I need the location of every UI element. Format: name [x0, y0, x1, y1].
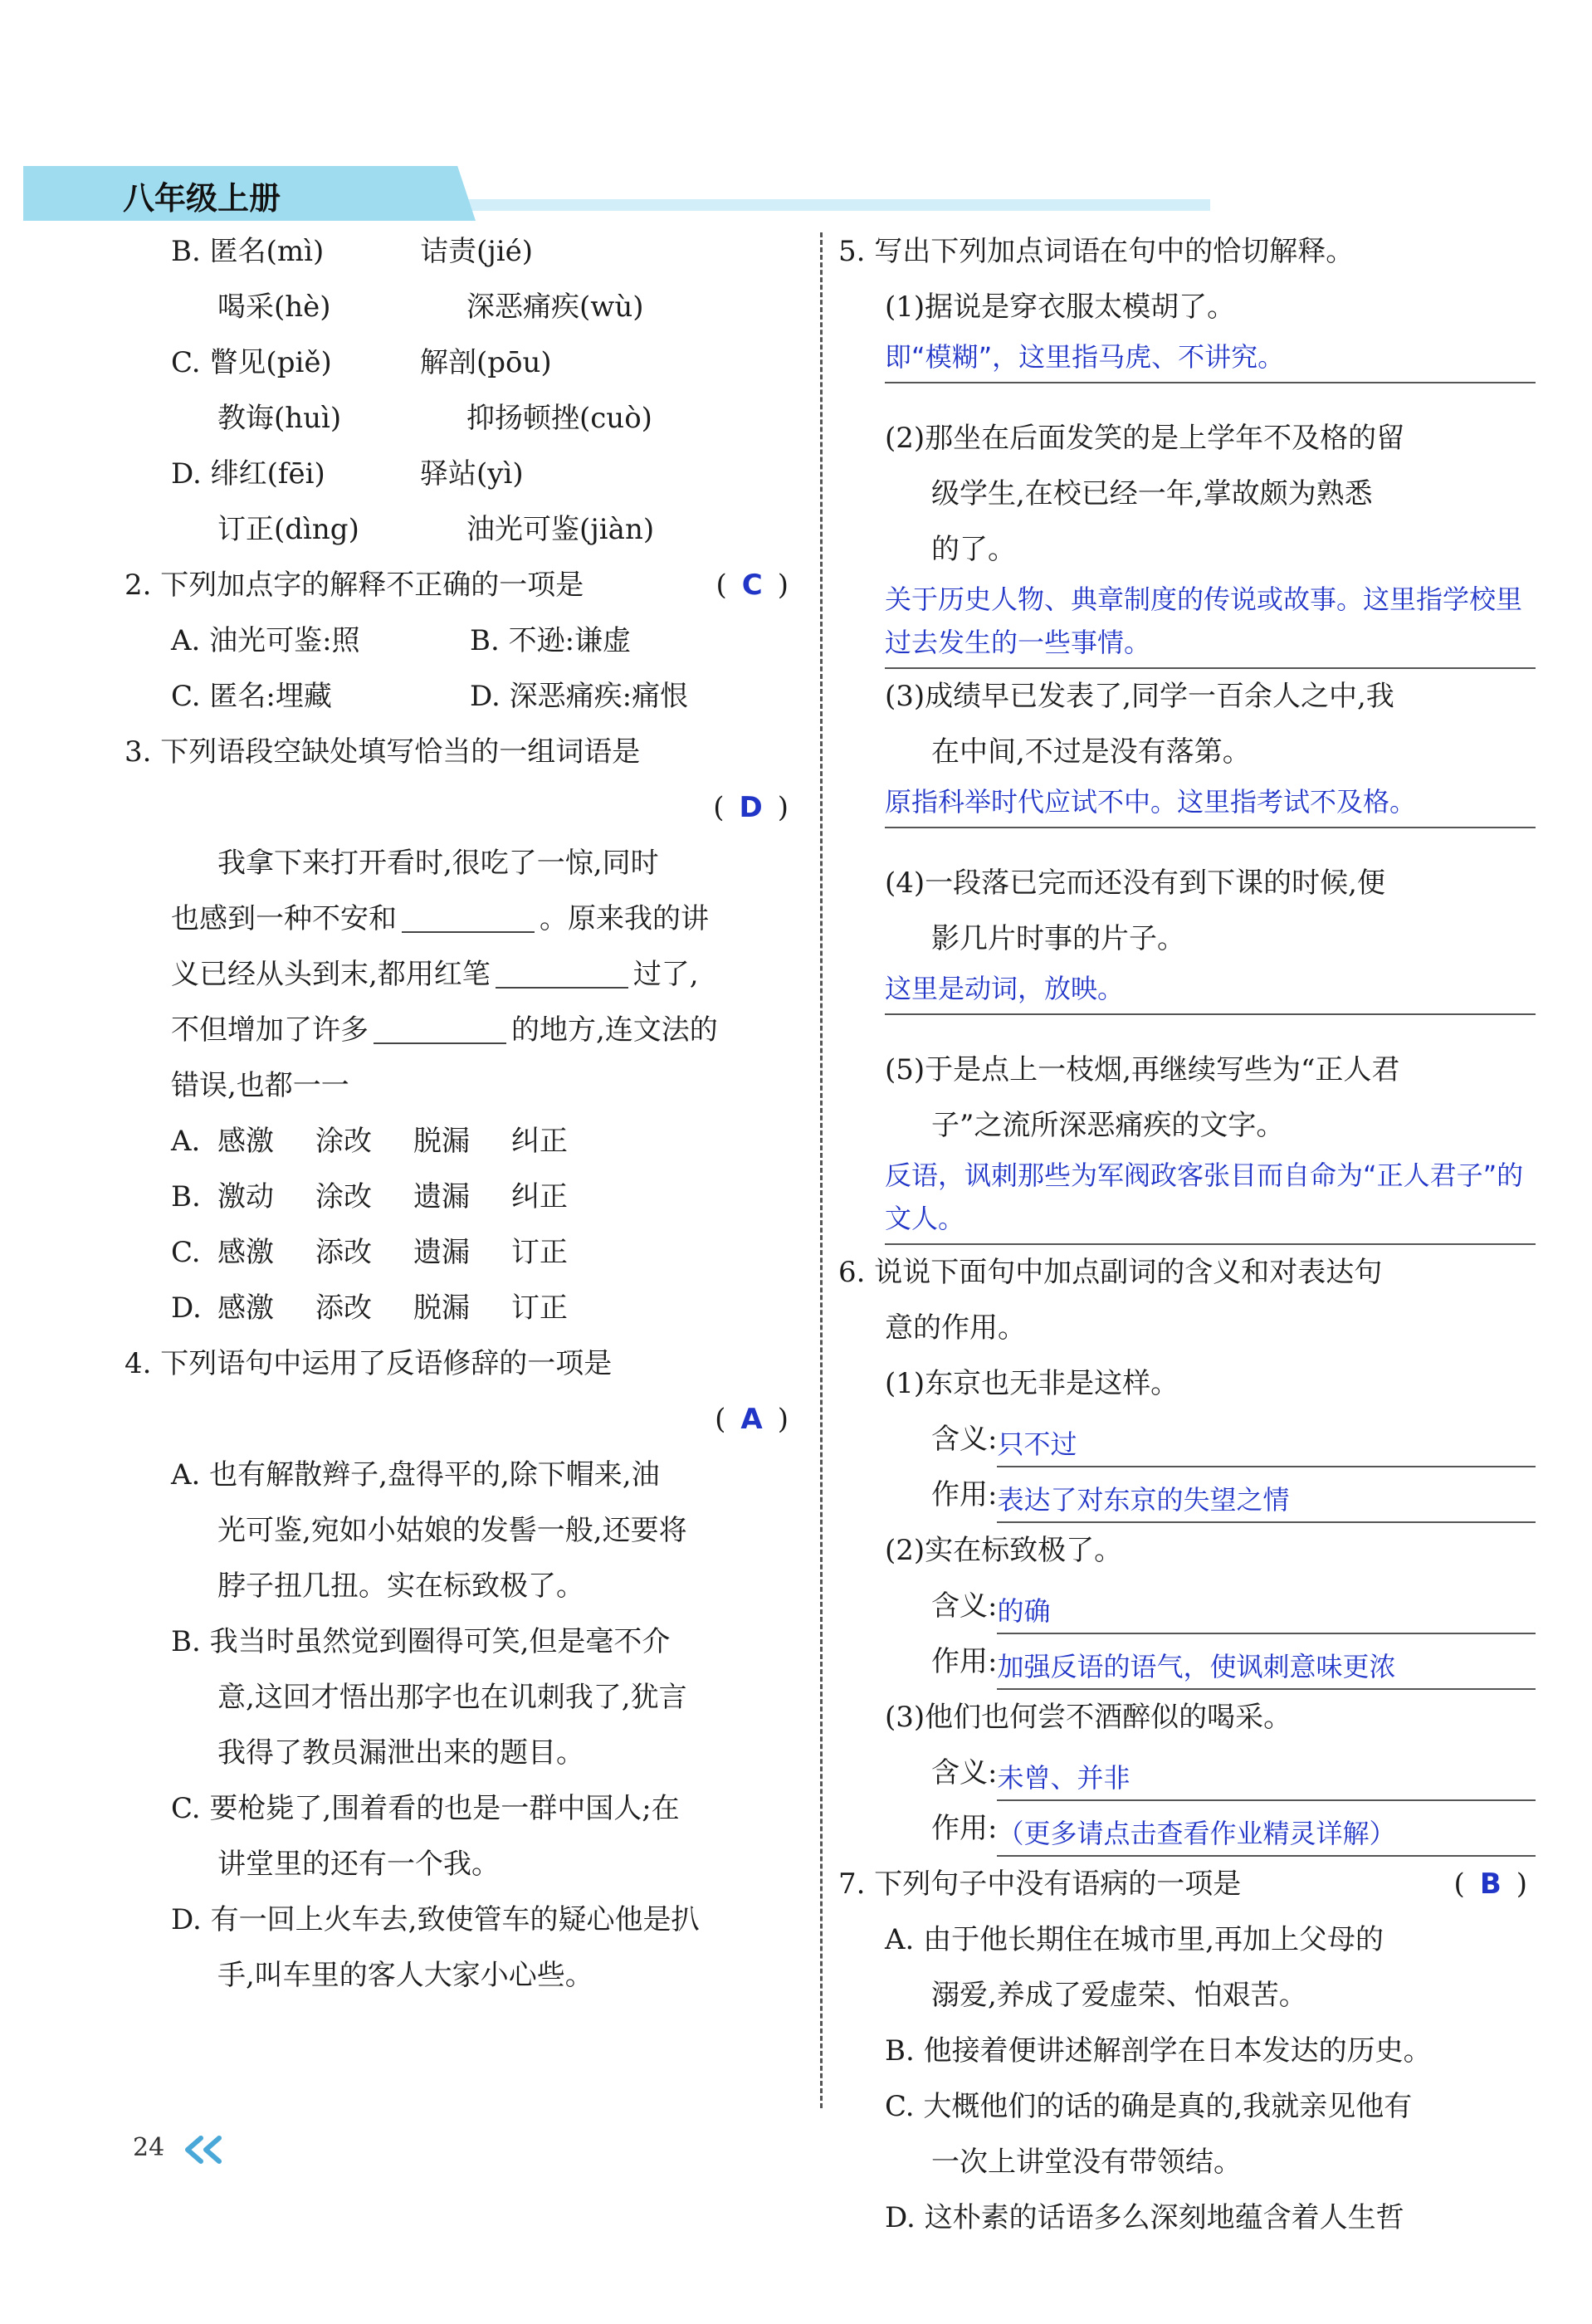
q6-item-2-effect: 加强反语的语气，使讽刺意味更浓	[997, 1645, 1536, 1690]
q5-item-2-line-3: 的了。	[931, 533, 1016, 566]
q6-item-3-meaning: 未曾、并非	[997, 1756, 1536, 1801]
q7-option-a-line-2: 溺爱,养成了爱虚荣、怕艰苦。	[931, 1979, 1307, 2012]
q4-answer: A	[740, 1403, 763, 1436]
q3-passage-line-4: 不但增加了许多 的地方,连文法的	[125, 1003, 789, 1058]
q5-item-2-line-2: 级学生,在校已经一年,掌故颇为熟悉	[931, 477, 1373, 510]
q3-option-b: B. 激动 涂改 遗漏 纠正	[171, 1180, 568, 1213]
q5-answer-3: 原指科举时代应试不中。这里指考试不及格。	[885, 780, 1536, 828]
q5-item-1: (1)据说是穿衣服太模胡了。	[885, 290, 1236, 324]
q1-option-d-2: 订正(dìng) 油光可鉴(jiàn)	[217, 513, 655, 546]
q4-stem: 4. 下列语句中运用了反语修辞的一项是	[125, 1347, 613, 1380]
q6-item-3-effect-row: 作用: （更多请点击查看作业精灵详解）	[838, 1801, 1552, 1857]
q6-item-1: (1)东京也无非是这样。	[885, 1367, 1179, 1400]
q5-answer-1: 即“模糊”，这里指马虎、不讲究。	[885, 335, 1536, 383]
q6-item-3-meaning-row: 含义: 未曾、并非	[838, 1745, 1552, 1801]
q2-options-row1: A. 油光可鉴:照 B. 不逊:谦虚	[171, 624, 632, 657]
q4-option-c-line-2: 讲堂里的还有一个我。	[217, 1848, 500, 1881]
q1-option-b-2: 喝采(hè) 深恶痛疾(wù)	[217, 290, 644, 324]
q1-option-c-2: 教诲(huì) 抑扬顿挫(cuò)	[217, 402, 652, 435]
q7-answer: B	[1479, 1868, 1502, 1901]
q4-option-a-line-1: A. 也有解散辫子,盘得平的,除下帽来,油	[171, 1458, 660, 1492]
q6-item-1-meaning: 只不过	[997, 1423, 1536, 1467]
q2-answer-bracket: ( C )	[715, 569, 789, 602]
q6-item-2-meaning: 的确	[997, 1589, 1536, 1634]
q7-option-d-line-1: D. 这朴素的话语多么深刻地蕴含着人生哲	[885, 2201, 1404, 2234]
q3-answer: D	[739, 791, 763, 824]
q5-answer-5: 反语，讽刺那些为军阀政客张目而自命为“正人君子”的文人。	[885, 1154, 1536, 1245]
q7-option-a-line-1: A. 由于他长期住在城市里,再加上父母的	[885, 1923, 1384, 1956]
q3-passage-line-3: 义已经从头到末,都用红笔 过了,	[125, 947, 789, 1003]
q4-option-b-line-3: 我得了教员漏泄出来的题目。	[217, 1736, 584, 1770]
blank	[402, 898, 535, 933]
q6-item-2-effect-row: 作用: 加强反语的语气，使讽刺意味更浓	[838, 1634, 1552, 1690]
left-column	[125, 224, 789, 2004]
q4-option-d-line-2: 手,叫车里的客人大家小心些。	[217, 1959, 593, 1992]
q3-answer-line	[125, 780, 789, 836]
q7-option-c-line-1: C. 大概他们的话的确是真的,我就亲见他有	[885, 2090, 1413, 2123]
q6-item-2: (2)实在标致极了。	[885, 1534, 1123, 1567]
q6-item-2-meaning-row: 含义: 的确	[838, 1579, 1552, 1634]
q6-item-1-meaning-row: 含义: 只不过	[838, 1412, 1552, 1467]
q3-passage-line-2: 也感到一种不安和 。原来我的讲	[125, 891, 789, 947]
q5-item-3-line-2: 在中间,不过是没有落第。	[931, 735, 1251, 769]
right-column	[838, 224, 1552, 2246]
blank	[496, 954, 628, 989]
q5-item-2-line-1: (2)那坐在后面发笑的是上学年不及格的留	[885, 422, 1405, 455]
blank	[374, 1009, 506, 1044]
q2-options-row2: C. 匿名:埋藏 D. 深恶痛疾:痛恨	[171, 680, 689, 713]
q3-option-a: A. 感激 涂改 脱漏 纠正	[171, 1125, 568, 1158]
q2-stem: 2. 下列加点字的解释不正确的一项是 ( C )	[125, 558, 789, 613]
q4-option-c-line-1: C. 要枪毙了,围着看的也是一群中国人;在	[171, 1792, 680, 1825]
q3-option-c: C. 感激 添改 遗漏 订正	[171, 1236, 568, 1269]
q4-option-a-line-3: 脖子扭几扭。实在标致极了。	[217, 1570, 584, 1603]
q3-passage-line-5: 错误,也都一一	[171, 1069, 349, 1102]
q1-option-c: C. 瞥见(piě) 解剖(pōu)	[171, 346, 552, 379]
q6-stem-line-2: 意的作用。	[885, 1311, 1026, 1345]
q6-item-1-effect: 表达了对东京的失望之情	[997, 1478, 1536, 1523]
q5-answer-2: 关于历史人物、典章制度的传说或故事。这里指学校里过去发生的一些事情。	[885, 578, 1536, 669]
q6-stem-line-1: 6. 说说下面句中加点副词的含义和对表达句	[838, 1256, 1383, 1289]
q5-stem: 5. 写出下列加点词语在句中的恰切解释。	[838, 235, 1355, 268]
q7-option-b: B. 他接着便讲述解剖学在日本发达的历史。	[885, 2034, 1432, 2068]
q1-option-b: B. 匿名(mì) 诘责(jié)	[171, 235, 534, 268]
q4-option-d-line-1: D. 有一回上火车去,致使管车的疑心他是扒	[171, 1903, 700, 1936]
double-chevron-left-icon	[183, 2135, 224, 2165]
q6-item-3: (3)他们也何尝不酒醉似的喝采。	[885, 1701, 1292, 1734]
q5-item-5-line-2: 子”之流所深恶痛疾的文字。	[931, 1109, 1285, 1142]
column-divider	[820, 232, 823, 2108]
q4-option-a-line-2: 光可鉴,宛如小姑娘的发髻一般,还要将	[217, 1514, 687, 1547]
q1-option-d: D. 绯红(fēi) 驿站(yì)	[171, 457, 524, 491]
q4-option-b-line-2: 意,这回才悟出那字也在讥刺我了,犹言	[217, 1681, 687, 1714]
q3-option-d: D. 感激 添改 脱漏 订正	[171, 1291, 568, 1325]
q5-answer-4: 这里是动词，放映。	[885, 967, 1536, 1015]
q3-stem: 3. 下列语段空缺处填写恰当的一组词语是	[125, 735, 641, 769]
q4-option-b-line-1: B. 我当时虽然觉到圈得可笑,但是毫不介	[171, 1625, 671, 1658]
page-number: 24	[133, 2133, 165, 2162]
q5-item-5-line-1: (5)于是点上一枝烟,再继续写些为“正人君	[885, 1053, 1400, 1086]
q4-answer-bracket: ( A )	[715, 1403, 789, 1436]
q7-answer-bracket: ( B )	[1453, 1868, 1527, 1901]
q5-item-4-line-2: 影几片时事的片子。	[931, 922, 1185, 955]
q5-item-3-line-1: (3)成绩早已发表了,同学一百余人之中,我	[885, 680, 1394, 713]
q7-stem: 7. 下列句子中没有语病的一项是 ( B )	[838, 1857, 1552, 1912]
q5-item-4-line-1: (4)一段落已完而还没有到下课的时候,便	[885, 867, 1385, 900]
q7-option-c-line-2: 一次上讲堂没有带领结。	[931, 2146, 1242, 2179]
q4-answer-line	[125, 1392, 789, 1448]
q6-item-1-effect-row: 作用: 表达了对东京的失望之情	[838, 1467, 1552, 1523]
q3-answer-bracket: ( D )	[713, 791, 789, 824]
q6-item-3-effect-link[interactable]: （更多请点击查看作业精灵详解）	[997, 1812, 1536, 1857]
q3-passage-line-1: 我拿下来打开看时,很吃了一惊,同时	[217, 847, 659, 880]
q2-answer: C	[741, 569, 763, 602]
page-header	[23, 166, 1210, 221]
page-title: 八年级上册	[123, 180, 281, 217]
